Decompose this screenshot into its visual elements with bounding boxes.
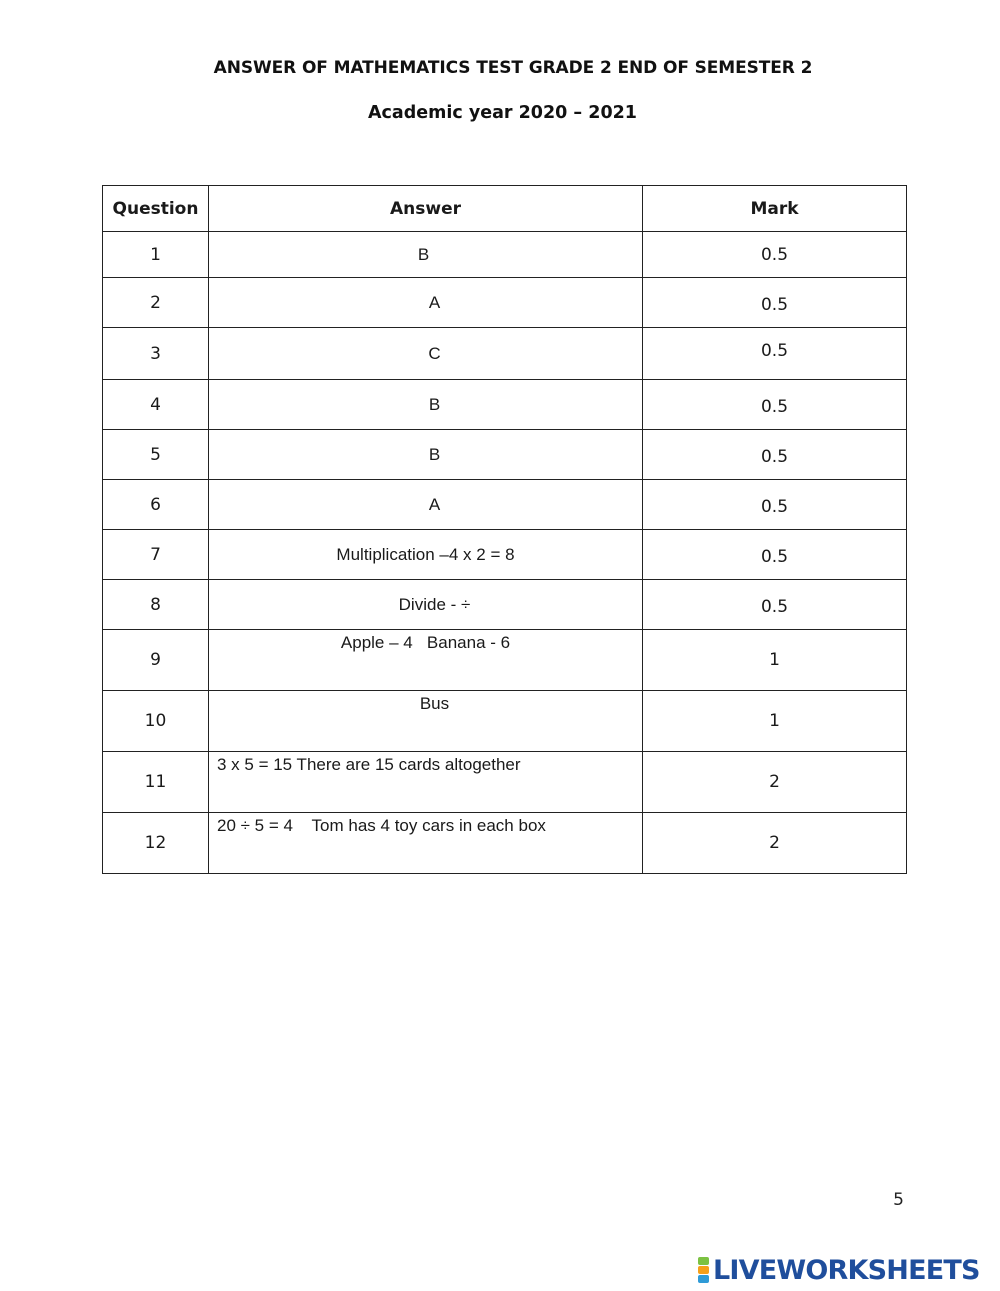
table-row: [103, 691, 907, 752]
answer-cell: C: [209, 328, 643, 380]
brand-wordmark: LIVEWORKSHEETS: [713, 1254, 980, 1286]
mark-cell: 0.5: [643, 430, 907, 480]
answer-cell: 20 ÷ 5 = 4 Tom has 4 toy cars in each box: [209, 813, 643, 874]
table-row: [103, 232, 907, 278]
header-question: Question: [103, 186, 209, 232]
answer-cell: A: [209, 480, 643, 530]
question-number: 2: [103, 278, 209, 328]
mark-cell: 1: [643, 630, 907, 691]
mark-cell: 0.5: [643, 380, 907, 430]
question-number: 5: [103, 430, 209, 480]
page-number: 5: [893, 1190, 904, 1210]
header-mark: Mark: [643, 186, 907, 232]
question-number: 4: [103, 380, 209, 430]
table-row: [103, 328, 907, 380]
table-row: [103, 530, 907, 580]
table-header-row: [103, 186, 907, 232]
answer-cell: B: [209, 380, 643, 430]
mark-cell: 2: [643, 752, 907, 813]
logo-block-green: [698, 1257, 709, 1265]
liveworksheets-logo-icon: [698, 1257, 709, 1283]
answer-cell: Bus: [209, 691, 643, 752]
answer-cell: Multiplication –4 x 2 = 8: [209, 530, 643, 580]
answer-cell: A: [209, 278, 643, 328]
question-number: 3: [103, 328, 209, 380]
table-row: [103, 752, 907, 813]
mark-cell: 0.5: [643, 232, 907, 278]
mark-cell: 0.5: [643, 278, 907, 328]
question-number: 9: [103, 630, 209, 691]
question-number: 6: [103, 480, 209, 530]
answer-cell: B: [209, 430, 643, 480]
table-row: [103, 480, 907, 530]
mark-cell: 2: [643, 813, 907, 874]
question-number: 12: [103, 813, 209, 874]
answer-table: [102, 185, 907, 874]
logo-block-blue: [698, 1275, 709, 1283]
question-number: 7: [103, 530, 209, 580]
mark-cell: 0.5: [643, 530, 907, 580]
liveworksheets-brand[interactable]: [698, 1252, 980, 1288]
logo-block-orange: [698, 1266, 709, 1274]
mark-cell: 0.5: [643, 328, 907, 380]
table-row: [103, 580, 907, 630]
answer-cell: Divide - ÷: [209, 580, 643, 630]
answer-cell: B: [209, 232, 643, 278]
header-answer: Answer: [209, 186, 643, 232]
table-row: [103, 630, 907, 691]
mark-cell: 0.5: [643, 480, 907, 530]
question-number: 10: [103, 691, 209, 752]
question-number: 11: [103, 752, 209, 813]
mark-cell: 0.5: [643, 580, 907, 630]
mark-cell: 1: [643, 691, 907, 752]
document-subtitle: Academic year 2020 – 2021: [368, 103, 637, 123]
table-row: [103, 278, 907, 328]
table-row: [103, 430, 907, 480]
table-row: [103, 380, 907, 430]
question-number: 8: [103, 580, 209, 630]
document-title: ANSWER OF MATHEMATICS TEST GRADE 2 END OF SEMESTER 2: [213, 58, 813, 78]
answer-cell: Apple – 4 Banana - 6: [209, 630, 643, 691]
table-row: [103, 813, 907, 874]
question-number: 1: [103, 232, 209, 278]
answer-cell: 3 x 5 = 15 There are 15 cards altogether: [209, 752, 643, 813]
